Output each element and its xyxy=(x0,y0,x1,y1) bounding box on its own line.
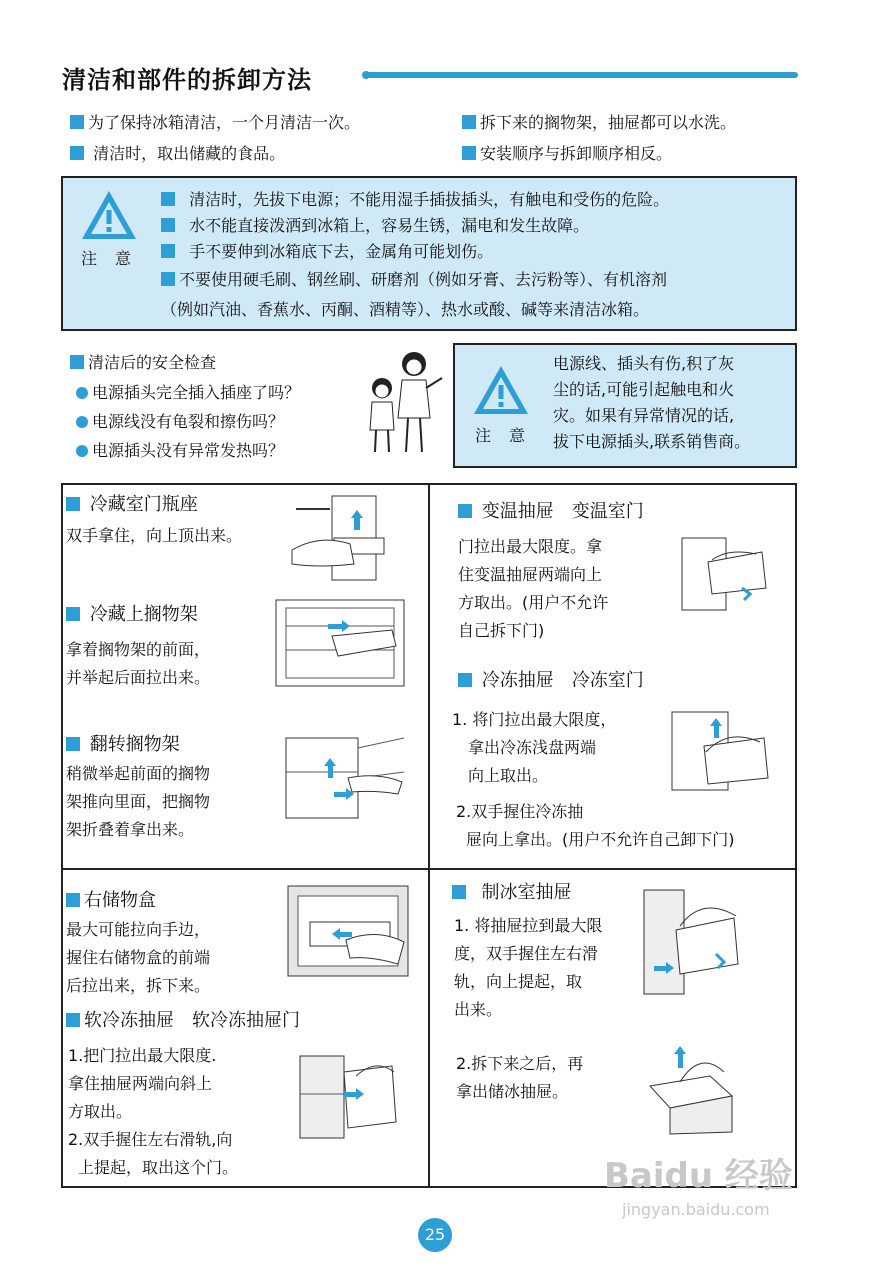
ice-drawer-illustration xyxy=(640,886,752,998)
round-bullet-icon xyxy=(76,445,88,457)
ice-bin-illustration xyxy=(640,1036,740,1136)
section-title: 变温抽屉 变温室门 xyxy=(458,497,644,523)
square-bullet-icon xyxy=(462,115,476,129)
door-bottle-illustration xyxy=(290,494,408,582)
section-title: 制冰室抽屉 xyxy=(452,878,571,904)
square-bullet-icon xyxy=(458,504,472,518)
grid-divider-vertical xyxy=(428,483,430,1188)
right-box-illustration xyxy=(286,884,410,978)
warning-triangle-icon xyxy=(79,188,139,242)
variable-drawer-illustration xyxy=(668,530,770,614)
section-text: 1. 将抽屉拉到最大限 度，双手握住左右滑 轨，向上提起，取 出来。 xyxy=(454,916,603,1019)
grid-divider-horizontal xyxy=(61,868,797,870)
intro-item: 为了保持冰箱清洁，一个月清洁一次。 xyxy=(70,110,360,133)
section-text: 2.拆下来之后，再 拿出储冰抽屉。 xyxy=(456,1054,584,1101)
safety-notice-label: 注意 xyxy=(475,426,544,445)
caution-box xyxy=(61,176,797,331)
caution-label: 注意 xyxy=(81,249,150,268)
section-title: 右储物盒 xyxy=(66,886,156,912)
square-bullet-icon xyxy=(66,1013,80,1027)
watermark-url: jingyan.baidu.com xyxy=(622,1200,770,1219)
section-text: 门拉出最大限度。拿 住变温抽屉两端向上 方取出。(用户不允许 自己拆下门) xyxy=(458,537,609,640)
section-title: 翻转搁物架 xyxy=(66,730,180,756)
square-bullet-icon xyxy=(66,893,80,907)
safety-check-item: 电源插头完全插入插座了吗？ xyxy=(76,380,300,403)
section-text: 1.把门拉出最大限度. 拿住抽屉两端向斜上 方取出。 2.双手握住左右滑轨,向 上提起，取出这个门。 xyxy=(68,1046,239,1177)
upper-shelf-illustration xyxy=(272,596,408,690)
safety-check-item: 电源插头没有异常发热吗？ xyxy=(76,438,284,461)
soft-freeze-drawer-illustration xyxy=(296,1052,408,1142)
flip-shelf-illustration xyxy=(278,728,408,824)
square-bullet-icon xyxy=(70,146,84,160)
round-bullet-icon xyxy=(76,387,88,399)
safety-check-title: 清洁后的安全检查 xyxy=(70,350,216,373)
square-bullet-icon xyxy=(66,497,80,511)
caution-line: （例如汽油、香蕉水、丙酮、酒精等）、热水或酸、碱等来清洁冰箱。 xyxy=(161,300,650,319)
safety-notice-box xyxy=(453,343,797,468)
round-bullet-icon xyxy=(76,416,88,428)
safety-check-item: 电源线没有龟裂和擦伤吗？ xyxy=(76,409,284,432)
section-title: 冷藏上搁物架 xyxy=(66,600,198,626)
square-bullet-icon xyxy=(66,737,80,751)
section-text: 1. 将门拉出最大限度， 拿出冷冻浅盘两端 向上取出。 xyxy=(452,710,617,785)
safety-notice-text: 电源线、插头有伤,积了灰 尘的话,可能引起触电和火 灾。如果有异常情况的话, 拔下电源插头,联系销售商。 xyxy=(553,354,751,451)
freezer-drawer-illustration xyxy=(668,708,772,794)
section-text: 2.双手握住冷冻抽 屉向上拿出。(用户不允许自己卸下门) xyxy=(456,802,735,849)
section-text: 稍微举起前面的搁物 架推向里面，把搁物 架折叠着拿出来。 xyxy=(66,764,211,839)
square-bullet-icon xyxy=(66,607,80,621)
square-bullet-icon xyxy=(452,885,466,899)
section-title: 冷冻抽屉 冷冻室门 xyxy=(458,666,644,692)
square-bullet-icon xyxy=(462,146,476,160)
page-number: 25 xyxy=(418,1218,452,1252)
title-rule xyxy=(366,72,798,78)
warning-triangle-icon xyxy=(471,363,531,417)
section-title: 软冷冻抽屉 软冷冻抽屉门 xyxy=(66,1006,300,1032)
square-bullet-icon xyxy=(70,115,84,129)
section-title: 冷藏室门瓶座 xyxy=(66,490,198,516)
children-illustration xyxy=(358,348,446,456)
intro-item: 清洁时，取出储藏的食品。 xyxy=(70,141,285,164)
caution-line: 不要使用硬毛刷、钢丝刷、研磨剂（例如牙膏、去污粉等）、有机溶剂 xyxy=(161,267,667,290)
section-text: 最大可能拉向手边， 握住右储物盒的前端 后拉出来，拆下来。 xyxy=(66,920,211,995)
caution-line: 水不能直接泼洒到冰箱上，容易生锈，漏电和发生故障。 xyxy=(161,213,589,236)
caution-line: 清洁时，先拔下电源；不能用湿手插拔插头，有触电和受伤的危险。 xyxy=(161,187,669,210)
caution-line: 手不要伸到冰箱底下去，金属角可能划伤。 xyxy=(161,239,493,262)
square-bullet-icon xyxy=(70,355,84,369)
section-text: 双手拿住，向上顶出来。 xyxy=(66,526,243,545)
square-bullet-icon xyxy=(458,673,472,687)
watermark-logo: Baidu 经验 xyxy=(604,1156,793,1196)
intro-item: 拆下来的搁物架，抽屉都可以水洗。 xyxy=(462,110,736,133)
section-text: 拿着搁物架的前面， 并举起后面拉出来。 xyxy=(66,640,211,687)
square-bullet-icon xyxy=(161,192,175,206)
square-bullet-icon xyxy=(161,244,175,258)
page-title: 清洁和部件的拆卸方法 xyxy=(62,66,312,94)
intro-item: 安装顺序与拆卸顺序相反。 xyxy=(462,141,672,164)
square-bullet-icon xyxy=(161,272,175,286)
square-bullet-icon xyxy=(161,218,175,232)
